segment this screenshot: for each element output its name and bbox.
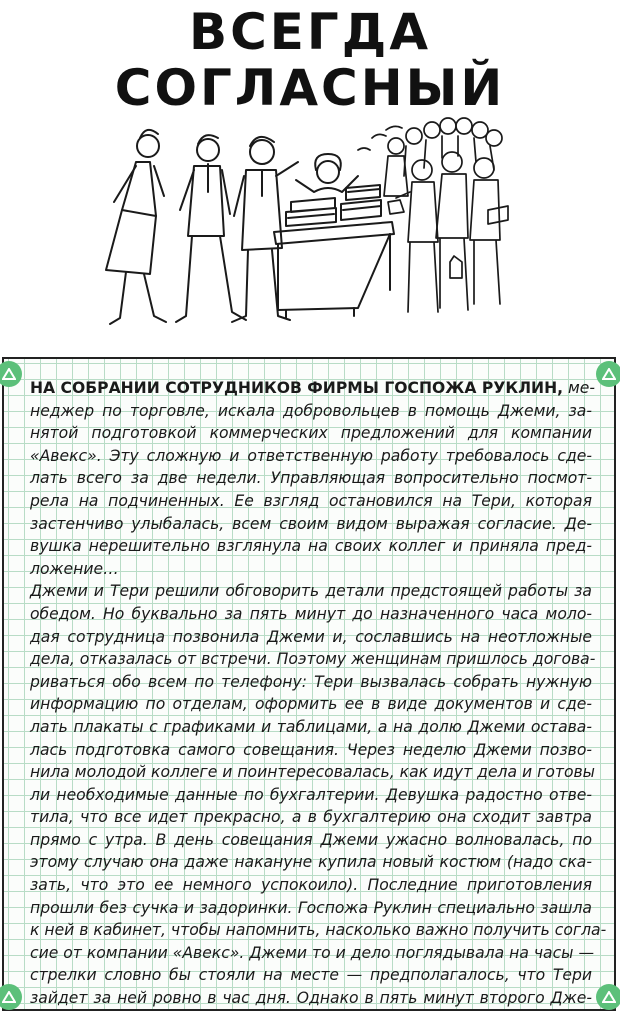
- text-line: «Авекс». Эту сложную и ответственную работу требовалось сде-: [30, 446, 592, 465]
- text-line: тила, что все идет прекрасно, а в бухгалтерию она сходит завтра: [30, 808, 592, 827]
- article-lead: НА СОБРАНИИ СОТРУДНИКОВ ФИРМЫ ГОСПОЖА РУКЛИН,: [30, 379, 564, 397]
- text-line: сие от компании «Авекс». Джеми то и дело поглядывала на часы —: [30, 943, 595, 962]
- text-line: обедом. Но буквально за пять минут до назначенного часа моло-: [30, 604, 592, 623]
- text-line: зайдет за ней ровно в час дня. Однако в пять минут второго Дже-: [30, 989, 592, 1008]
- text-line: неджер по торговле, искала добровольцев в помощь Джеми, за-: [30, 401, 592, 420]
- triangle-up-icon: [0, 984, 22, 1010]
- text-line: зать, что это ее немного успокоило). Последние приготовления: [30, 876, 592, 895]
- page-title: ВСЕГДА СОГЛАСНЫЙ: [114, 3, 506, 117]
- story-panel: [2, 357, 616, 1011]
- office-queue-illustration: [96, 100, 526, 345]
- text-line: ложение…: [30, 559, 119, 578]
- text-line: к ней в кабинет, чтобы напомнить, насколько важно получить согла-: [30, 921, 607, 940]
- text-line: нятой подготовкой коммерческих предложений для компании: [30, 424, 592, 443]
- text-line: дая сотрудница позвонила Джеми и, сославшись на неотложные: [30, 627, 592, 646]
- text-line: рела на подчиненных. Ее взгляд остановился на Тери, которая: [30, 491, 592, 510]
- text-line: НА СОБРАНИИ СОТРУДНИКОВ ФИРМЫ ГОСПОЖА РУКЛИН, ме-: [30, 379, 596, 397]
- text-line: дела, отказалась от встречи. Поэтому женщинам пришлось догова-: [30, 650, 596, 669]
- text-line: информацию по отделам, оформить ее в виде документов и сде-: [30, 695, 592, 714]
- triangle-up-icon: [596, 361, 620, 387]
- text-line: застенчиво улыбалась, всем своим видом выражая согласие. Де-: [30, 514, 592, 533]
- text-line: стрелки словно бы стояли на месте — предполагалось, что Тери: [30, 966, 592, 985]
- article-body: [30, 377, 607, 1010]
- triangle-up-icon: [596, 984, 620, 1010]
- text-line: лать плакаты с графиками и таблицами, а на долю Джеми остава-: [30, 717, 592, 736]
- text-line: лась подготовка самого совещания. Через неделю Джеми позво-: [30, 740, 592, 759]
- text-line: ли необходимые данные по бухгалтерии. Девушка радостно отве-: [30, 785, 592, 804]
- triangle-up-icon: [0, 361, 22, 387]
- text-line: прошли без сучка и задоринки. Госпожа Руклин специально зашла: [30, 898, 592, 917]
- text-line: риваться обо всем по телефону: Тери вызвалась собрать нужную: [30, 672, 592, 691]
- text-line: нила молодой коллеге и поинтересовалась, как идут дела и готовы: [30, 763, 595, 782]
- text-line: Джеми и Тери решили обговорить детали предстоящей работы за: [30, 582, 592, 601]
- text-line: этому случаю она даже накануне купила новый костюм (надо ска-: [30, 853, 592, 872]
- text-line: вушка нерешительно взглянула на своих коллег и приняла пред-: [30, 537, 592, 556]
- text-line: прямо с утра. В день совещания Джеми ужасно волновалась, по: [30, 830, 592, 849]
- text-line: лать всего за две недели. Управляющая вопросительно посмот-: [30, 469, 592, 488]
